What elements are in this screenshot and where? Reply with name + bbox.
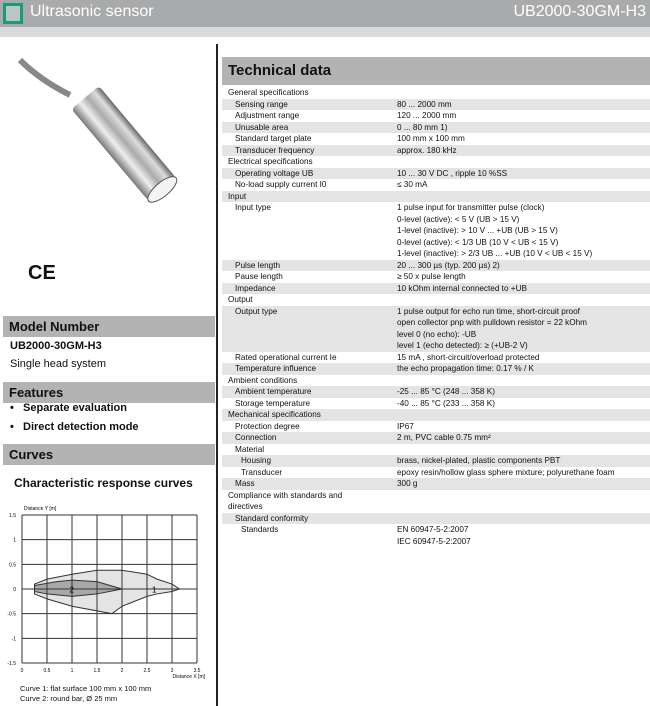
spec-label: Ambient temperature bbox=[235, 387, 312, 396]
spec-value bbox=[397, 363, 650, 375]
spec-row bbox=[222, 409, 650, 421]
spec-label: Housing bbox=[241, 456, 272, 465]
spec-value bbox=[397, 260, 650, 272]
spec-row bbox=[222, 386, 650, 398]
spec-value bbox=[397, 490, 650, 513]
spec-value bbox=[397, 386, 650, 398]
spec-label: Protection degree bbox=[235, 421, 300, 431]
spec-label: Output bbox=[228, 295, 253, 304]
spec-label: Standard target plate bbox=[235, 134, 312, 143]
y-tick-label: 1 bbox=[13, 537, 16, 544]
feature-item: • Separate evaluation bbox=[10, 402, 127, 414]
spec-value-line: IEC 60947-5-2:2007 bbox=[397, 536, 471, 546]
spec-label: Electrical specifications bbox=[228, 157, 313, 166]
spec-row bbox=[222, 191, 650, 203]
ce-mark: CE bbox=[28, 262, 56, 284]
spec-row bbox=[222, 513, 650, 525]
spec-value-line: 1 pulse output for echo run time, short-circuit proof bbox=[397, 306, 580, 316]
product-category: Ultrasonic sensor bbox=[30, 3, 154, 20]
spec-value-line: EN 60947-5-2:2007 bbox=[397, 525, 469, 534]
spec-value-line: the echo propagation time: 0.17 % / K bbox=[397, 364, 535, 373]
brand-square-icon bbox=[3, 3, 23, 24]
y-tick-label: -1.5 bbox=[7, 661, 16, 667]
response-curve-chart bbox=[0, 500, 215, 680]
spec-value bbox=[397, 133, 650, 145]
spec-value bbox=[397, 87, 650, 99]
spec-label: Connection bbox=[235, 433, 277, 442]
spec-value bbox=[397, 432, 650, 444]
spec-value-line: 0-level (active): < 1/3 UB (10 V < UB < 15 V) bbox=[397, 237, 559, 247]
x-tick-label: 3.5 bbox=[193, 668, 201, 674]
x-tick-label: 3 bbox=[170, 668, 174, 674]
spec-row bbox=[222, 271, 650, 283]
spec-label: Impedance bbox=[235, 283, 276, 293]
spec-row bbox=[222, 87, 650, 99]
spec-label: Temperature influence bbox=[235, 364, 317, 373]
spec-value bbox=[397, 156, 650, 168]
title-bar bbox=[0, 0, 650, 27]
spec-value-line: ≥ 50 x pulse length bbox=[397, 272, 466, 281]
spec-value bbox=[397, 191, 650, 203]
y-tick-label: 0 bbox=[13, 587, 16, 593]
curves-title: Characteristic response curves bbox=[14, 476, 193, 490]
y-tick-label: 0.5 bbox=[9, 562, 16, 569]
spec-value-line: -25 ... 85 °C (248 ... 358 K) bbox=[397, 387, 495, 396]
spec-label: Rated operational current Ie bbox=[235, 352, 337, 362]
y-tick-label: 1.5 bbox=[9, 513, 16, 519]
spec-value bbox=[397, 409, 650, 421]
curve-2-label: 2 bbox=[69, 585, 74, 595]
spec-row bbox=[222, 363, 650, 375]
spec-row bbox=[222, 168, 650, 180]
spec-value-line: 300 g bbox=[397, 479, 418, 488]
spec-label: General specifications bbox=[228, 88, 309, 97]
spec-row bbox=[222, 306, 650, 352]
spec-value-line: 10 kOhm internal connected to +UB bbox=[397, 283, 527, 293]
x-tick-label: 2 bbox=[120, 668, 124, 674]
spec-value bbox=[397, 294, 650, 306]
spec-label: Pulse length bbox=[235, 260, 281, 270]
spec-label: Input bbox=[228, 191, 247, 201]
spec-value-line: 1 pulse input for transmitter pulse (clock) bbox=[397, 203, 545, 212]
spec-value bbox=[397, 455, 650, 467]
x-tick-label: 0 bbox=[20, 668, 24, 674]
spec-label: Standards bbox=[241, 525, 279, 534]
product-model: UB2000-30GM-H3 bbox=[513, 3, 646, 20]
spec-value bbox=[397, 202, 650, 260]
spec-row bbox=[222, 179, 650, 191]
technical-data-header: Technical data bbox=[222, 57, 650, 85]
y-tick-label: -1 bbox=[11, 636, 16, 643]
spec-value bbox=[397, 513, 650, 525]
spec-row bbox=[222, 133, 650, 145]
model-description: Single head system bbox=[10, 358, 106, 370]
spec-value bbox=[397, 375, 650, 387]
model-number: UB2000-30GM-H3 bbox=[10, 340, 102, 352]
spec-value-line: 1-level (inactive): > 10 V ... +UB (UB > 15 V) bbox=[397, 226, 558, 235]
spec-value-line: 120 ... 2000 mm bbox=[397, 111, 457, 120]
sub-bar bbox=[0, 27, 650, 37]
spec-value bbox=[397, 99, 650, 111]
spec-value-line: 10 ... 30 V DC , ripple 10 %SS bbox=[397, 168, 508, 178]
spec-row bbox=[222, 110, 650, 122]
spec-value bbox=[397, 306, 650, 352]
spec-row bbox=[222, 375, 650, 387]
spec-row bbox=[222, 352, 650, 364]
sensor-product-image bbox=[0, 45, 215, 215]
feature-label: Direct detection mode bbox=[23, 421, 139, 433]
spec-value-line: 15 mA , short-circuit/overload protected bbox=[397, 352, 540, 362]
spec-label: Compliance with standards and directives bbox=[228, 490, 343, 511]
column-divider bbox=[216, 44, 218, 706]
spec-value-line: 0 ... 80 mm 1) bbox=[397, 122, 448, 132]
spec-row bbox=[222, 421, 650, 433]
spec-value bbox=[397, 145, 650, 157]
y-tick-label: -0.5 bbox=[7, 611, 16, 618]
spec-row bbox=[222, 122, 650, 134]
spec-value-line: IP67 bbox=[397, 421, 414, 431]
spec-row bbox=[222, 432, 650, 444]
model-number-header: Model Number bbox=[3, 316, 215, 337]
spec-row bbox=[222, 145, 650, 157]
spec-value bbox=[397, 421, 650, 433]
curve-1-caption: Curve 1: flat surface 100 mm x 100 mm bbox=[20, 684, 152, 693]
spec-row bbox=[222, 294, 650, 306]
spec-value-line: brass, nickel-plated, plastic components PBT bbox=[397, 456, 561, 465]
x-tick-label: 1.5 bbox=[93, 668, 101, 674]
spec-label: Standard conformity bbox=[235, 513, 309, 523]
spec-label: Storage temperature bbox=[235, 398, 311, 408]
spec-row bbox=[222, 524, 650, 547]
x-axis-label: Distance X [m] bbox=[172, 674, 205, 680]
spec-row bbox=[222, 398, 650, 410]
spec-label: Output type bbox=[235, 306, 278, 316]
spec-row bbox=[222, 467, 650, 479]
spec-label: Material bbox=[235, 444, 265, 454]
spec-label: Mass bbox=[235, 479, 255, 488]
spec-label: Pause length bbox=[235, 272, 283, 281]
spec-label: Transducer bbox=[241, 467, 283, 477]
spec-value-line: 1-level (inactive): > 2/3 UB ... +UB (10 V < UB < 15 V) bbox=[397, 249, 593, 258]
spec-value-line: 80 ... 2000 mm bbox=[397, 99, 452, 109]
spec-value bbox=[397, 467, 650, 479]
spec-row bbox=[222, 444, 650, 456]
spec-label: Operating voltage UB bbox=[235, 168, 314, 178]
technical-data-table bbox=[222, 87, 650, 547]
spec-value bbox=[397, 179, 650, 191]
features-header: Features bbox=[3, 382, 215, 403]
spec-label: Ambient conditions bbox=[228, 375, 298, 385]
spec-row bbox=[222, 478, 650, 490]
x-tick-label: 2.5 bbox=[143, 668, 151, 674]
spec-label: Transducer frequency bbox=[235, 145, 315, 155]
spec-label: Mechanical specifications bbox=[228, 410, 321, 419]
feature-label: Separate evaluation bbox=[23, 402, 127, 414]
spec-value bbox=[397, 398, 650, 410]
spec-label: No-load supply current I0 bbox=[235, 180, 327, 189]
spec-row bbox=[222, 202, 650, 260]
spec-value bbox=[397, 283, 650, 295]
spec-value bbox=[397, 444, 650, 456]
spec-value bbox=[397, 271, 650, 283]
spec-label: Adjustment range bbox=[235, 111, 300, 120]
spec-value bbox=[397, 122, 650, 134]
curves-header: Curves bbox=[3, 444, 215, 465]
curve-2-caption: Curve 2: round bar, Ø 25 mm bbox=[20, 694, 118, 703]
spec-value bbox=[397, 352, 650, 364]
spec-label: Sensing range bbox=[235, 99, 288, 109]
spec-value-line: 100 mm x 100 mm bbox=[397, 134, 465, 143]
spec-row bbox=[222, 283, 650, 295]
spec-value-line: 0-level (active): < 5 V (UB > 15 V) bbox=[397, 214, 520, 224]
spec-value-line: open collector pnp with pulldown resistor = 22 kOhm bbox=[397, 318, 588, 327]
spec-value-line: level 1 (echo detected): ≥ (+UB-2 V) bbox=[397, 341, 528, 350]
x-tick-label: 1 bbox=[70, 668, 74, 674]
spec-value-line: approx. 180 kHz bbox=[397, 145, 457, 155]
x-tick-label: 0.5 bbox=[43, 668, 51, 674]
spec-label: Input type bbox=[235, 203, 271, 212]
spec-value bbox=[397, 110, 650, 122]
spec-label: Unusable area bbox=[235, 122, 289, 132]
spec-value bbox=[397, 524, 650, 547]
spec-value-line: ≤ 30 mA bbox=[397, 180, 428, 189]
y-axis-label: Distance Y [m] bbox=[24, 506, 57, 512]
spec-row bbox=[222, 156, 650, 168]
spec-value-line: level 0 (no echo): -UB bbox=[397, 329, 477, 339]
spec-value-line: 2 m, PVC cable 0.75 mm² bbox=[397, 433, 491, 442]
spec-value bbox=[397, 168, 650, 180]
feature-item: • Direct detection mode bbox=[10, 421, 139, 433]
spec-value-line: 20 ... 300 µs (typ. 200 µs) 2) bbox=[397, 260, 500, 270]
spec-row bbox=[222, 490, 650, 513]
spec-value bbox=[397, 478, 650, 490]
curve-1-label: 1 bbox=[152, 585, 157, 595]
spec-value-line: -40 ... 85 °C (233 ... 358 K) bbox=[397, 398, 495, 408]
spec-row bbox=[222, 260, 650, 272]
spec-row bbox=[222, 99, 650, 111]
spec-value-line: epoxy resin/hollow glass sphere mixture; polyurethane foam bbox=[397, 467, 615, 477]
spec-row bbox=[222, 455, 650, 467]
